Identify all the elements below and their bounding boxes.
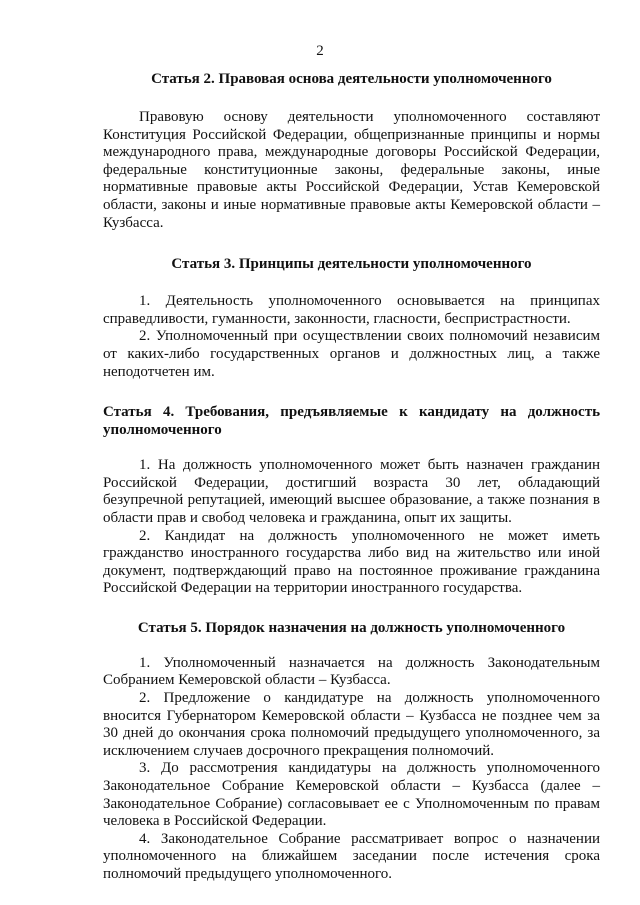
- article-5: [103, 619, 600, 884]
- document-body: [103, 66, 600, 884]
- page-number: 2: [316, 43, 324, 59]
- article-5-title: Статья 5. Порядок назначения на должность уполномоченного: [137, 619, 566, 636]
- article-3-body: [103, 293, 600, 381]
- article-5-paragraph-3: 3. До рассмотрения кандидатуры на должность уполномоченного Законодательное Собрание Кемеровской области – Кузбасса (далее – Законодательное Собрание) согласовывает ее с Уполномоченным по правам человека в Российской Федерации.: [103, 760, 600, 830]
- article-4-title: Статья 4. Требования, предъявляемые к кандидату на должность уполномоченного: [103, 404, 600, 439]
- article-4: [103, 403, 600, 598]
- article-3-paragraph-2: 2. Уполномоченный при осуществлении своих полномочий независим от каких-либо государственных органов и должностных лиц, а также неподотчетен им.: [103, 328, 600, 380]
- article-3: [103, 255, 600, 381]
- article-3-paragraph-1: 1. Деятельность уполномоченного основывается на принципах справедливости, гуманности, законности, гласности, беспристрастности.: [103, 293, 600, 327]
- article-5-paragraph-4: 4. Законодательное Собрание рассматривает вопрос о назначении уполномоченного на ближайшем заседании после истечения срока полномочий предыдущего уполномоченного.: [103, 830, 600, 882]
- article-4-body: [103, 457, 600, 598]
- article-4-paragraph-2: 2. Кандидат на должность уполномоченного не может иметь гражданство иностранного государства либо вид на жительство или иной документ, подтверждающий право на постоянное проживание гражданина Российской Федерации на территории иностранного государства.: [103, 527, 600, 597]
- article-5-paragraph-2: 2. Предложение о кандидатуре на должность уполномоченного вносится Губернатором Кемеровской области – Кузбасса не позднее чем за 30 дней до окончания срока полномочий предыдущего уполномоченного, за исключением случаев досрочного прекращения полномочий.: [103, 690, 600, 759]
- article-3-title: Статья 3. Принципы деятельности уполномоченного: [171, 256, 532, 273]
- article-2: [103, 70, 600, 232]
- article-5-body: [103, 655, 600, 884]
- article-2-paragraph-1: Правовую основу деятельности уполномоченного составляют Конституция Российской Федерации, общепризнанные принципы и нормы международного права, международные договоры Российской Федерации, федеральные конституционные законы, федеральные законы, иные нормативные правовые акты Российской Федерации, Устав Кемеровской области, законы и иные нормативные правовые акты Кемеровской области – Кузбасса.: [103, 109, 600, 231]
- article-5-paragraph-1: 1. Уполномоченный назначается на должность Законодательным Собранием Кемеровской области – Кузбасса.: [103, 654, 600, 689]
- article-4-paragraph-1: 1. На должность уполномоченного может быть назначен гражданин Российской Федерации, достигший возраста 30 лет, обладающий безупречной репутацией, имеющий высшее образование, а также познания в области прав и свобод человека и гражданина, опыт их защиты.: [103, 457, 600, 526]
- article-2-title: Статья 2. Правовая основа деятельности уполномоченного: [151, 71, 552, 87]
- article-2-body: [103, 109, 600, 232]
